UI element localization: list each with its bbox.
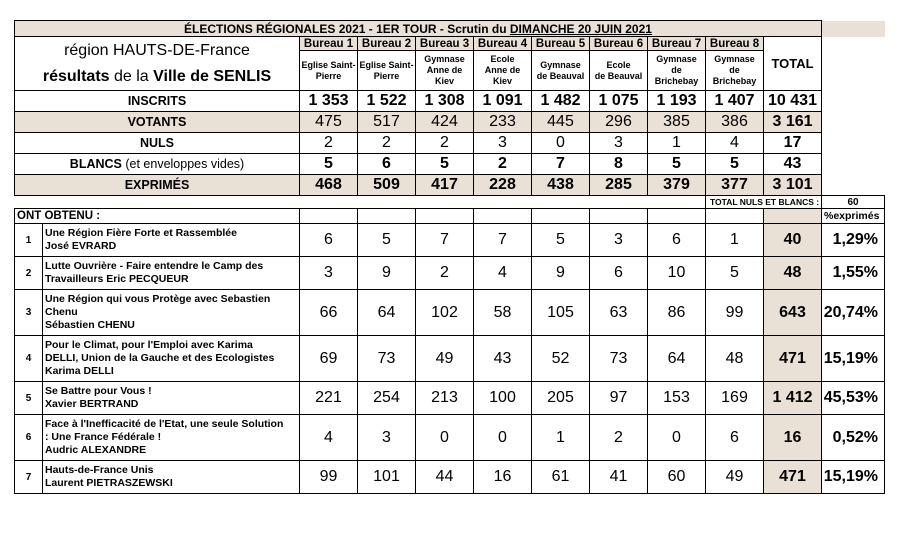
candidate-name: Une Région Fière Forte et Rassemblée José EVRARD	[43, 224, 300, 257]
nuls-value: 3	[590, 133, 648, 154]
inscrits-total: 10 431	[764, 91, 822, 112]
candidate-votes: 205	[532, 382, 590, 415]
candidate-index: 1	[15, 224, 43, 257]
candidate-votes: 73	[590, 336, 648, 382]
candidate-pct: 15,19%	[822, 461, 885, 494]
candidate-votes: 61	[532, 461, 590, 494]
blancs-value: 5	[648, 154, 706, 175]
candidate-votes: 2	[590, 415, 648, 461]
candidate-votes: 64	[358, 290, 416, 336]
votants-value: 517	[358, 112, 416, 133]
pct-header: %exprimés	[822, 209, 885, 224]
candidate-votes: 16	[474, 461, 532, 494]
bureau-6-header: Bureau 6	[590, 37, 648, 51]
results-table	[14, 20, 885, 494]
votants-total: 3 161	[764, 112, 822, 133]
exprimes-value: 468	[300, 175, 358, 196]
candidate-votes: 58	[474, 290, 532, 336]
exprimes-value: 509	[358, 175, 416, 196]
bureau-5-header: Bureau 5	[532, 37, 590, 51]
exprimes-total: 3 101	[764, 175, 822, 196]
blancs-label: BLANCS (et enveloppes vides)	[15, 154, 300, 175]
candidate-votes: 99	[300, 461, 358, 494]
nuls-label: NULS	[15, 133, 300, 154]
candidate-pct: 20,74%	[822, 290, 885, 336]
candidate-name: Se Battre pour Vous ! Xavier BERTRAND	[43, 382, 300, 415]
candidate-votes: 49	[706, 461, 764, 494]
nuls-value: 4	[706, 133, 764, 154]
candidate-total: 1 412	[764, 382, 822, 415]
candidate-name: Hauts-de-France Unis Laurent PIETRASZEWSKI	[43, 461, 300, 494]
candidate-total: 16	[764, 415, 822, 461]
title-date: DIMANCHE 20 JUIN 2021	[509, 21, 652, 36]
nuls-value: 1	[648, 133, 706, 154]
candidate-votes: 213	[416, 382, 474, 415]
nuls-blancs-value: 60	[822, 196, 885, 209]
bureau-names-row	[15, 37, 885, 51]
candidate-votes: 153	[648, 382, 706, 415]
votants-value: 475	[300, 112, 358, 133]
candidate-name: Une Région qui vous Protège avec Sebastien Chenu Sébastien CHENU	[43, 290, 300, 336]
exprimes-row	[15, 175, 885, 196]
candidate-votes: 5	[706, 257, 764, 290]
bureau-5-location: Gymnase de Beauval	[532, 51, 590, 91]
candidate-name: Pour le Climat, pour l'Emploi avec Karima DELLI, Union de la Gauche et des Ecologistes Karima DELLI	[43, 336, 300, 382]
candidate-votes: 97	[590, 382, 648, 415]
candidate-votes: 73	[358, 336, 416, 382]
candidate-votes: 0	[648, 415, 706, 461]
blancs-value: 8	[590, 154, 648, 175]
bureau-3-location: Gymnase Anne de Kiev	[416, 51, 474, 91]
nuls-value: 2	[416, 133, 474, 154]
exprimes-label: EXPRIMÉS	[15, 175, 300, 196]
candidate-total: 471	[764, 461, 822, 494]
candidate-votes: 1	[706, 224, 764, 257]
votants-value: 385	[648, 112, 706, 133]
exprimes-value: 377	[706, 175, 764, 196]
candidate-votes: 3	[358, 415, 416, 461]
candidate-votes: 44	[416, 461, 474, 494]
candidate-name: Face à l'Inefficacité de l'Etat, une seule Solution : Une France Fédérale ! Audric ALEXANDRE	[43, 415, 300, 461]
candidate-votes: 86	[648, 290, 706, 336]
candidate-row	[15, 257, 885, 290]
bureau-3-header: Bureau 3	[416, 37, 474, 51]
candidate-votes: 101	[358, 461, 416, 494]
candidate-total: 48	[764, 257, 822, 290]
candidate-votes: 4	[300, 415, 358, 461]
inscrits-label: INSCRITS	[15, 91, 300, 112]
candidate-votes: 169	[706, 382, 764, 415]
candidate-pct: 1,55%	[822, 257, 885, 290]
blancs-value: 5	[416, 154, 474, 175]
candidate-votes: 9	[532, 257, 590, 290]
candidate-total: 40	[764, 224, 822, 257]
inscrits-value: 1 522	[358, 91, 416, 112]
bureau-8-location: Gymnase de Brichebay	[706, 51, 764, 91]
candidate-total: 643	[764, 290, 822, 336]
candidate-row	[15, 461, 885, 494]
nuls-blancs-label: TOTAL NULS ET BLANCS :	[706, 196, 822, 209]
candidate-index: 3	[15, 290, 43, 336]
candidate-votes: 6	[300, 224, 358, 257]
blancs-total: 43	[764, 154, 822, 175]
nuls-row	[15, 133, 885, 154]
candidate-row	[15, 336, 885, 382]
inscrits-value: 1 407	[706, 91, 764, 112]
blancs-value: 6	[358, 154, 416, 175]
inscrits-row	[15, 91, 885, 112]
bureau-4-location: Ecole Anne de Kiev	[474, 51, 532, 91]
votants-value: 424	[416, 112, 474, 133]
candidate-row	[15, 415, 885, 461]
candidate-row	[15, 224, 885, 257]
nuls-value: 0	[532, 133, 590, 154]
results-word: résultats	[42, 67, 110, 85]
exprimes-value: 285	[590, 175, 648, 196]
blancs-row	[15, 154, 885, 175]
candidate-row	[15, 382, 885, 415]
candidate-votes: 1	[532, 415, 590, 461]
results-mid: de la	[109, 67, 154, 85]
candidate-row	[15, 290, 885, 336]
inscrits-value: 1 353	[300, 91, 358, 112]
nuls-blancs-row	[15, 196, 885, 209]
candidate-votes: 3	[300, 257, 358, 290]
candidate-index: 6	[15, 415, 43, 461]
blancs-value: 5	[706, 154, 764, 175]
blancs-value: 2	[474, 154, 532, 175]
candidate-votes: 52	[532, 336, 590, 382]
city-name: Ville de SENLIS	[153, 67, 272, 85]
candidate-votes: 10	[648, 257, 706, 290]
region-name: région HAUTS-DE-France	[64, 41, 250, 59]
bureau-1-header: Bureau 1	[300, 37, 358, 51]
candidate-votes: 254	[358, 382, 416, 415]
bureau-7-header: Bureau 7	[648, 37, 706, 51]
bureau-8-header: Bureau 8	[706, 37, 764, 51]
blancs-value: 5	[300, 154, 358, 175]
votants-value: 233	[474, 112, 532, 133]
candidate-votes: 9	[358, 257, 416, 290]
candidate-votes: 63	[590, 290, 648, 336]
candidate-votes: 64	[648, 336, 706, 382]
votants-value: 445	[532, 112, 590, 133]
title-row	[15, 21, 885, 37]
votants-label: VOTANTS	[15, 112, 300, 133]
exprimes-value: 228	[474, 175, 532, 196]
candidate-index: 2	[15, 257, 43, 290]
votants-row	[15, 112, 885, 133]
candidate-votes: 7	[416, 224, 474, 257]
candidate-votes: 5	[532, 224, 590, 257]
candidate-pct: 1,29%	[822, 224, 885, 257]
candidate-votes: 4	[474, 257, 532, 290]
candidate-votes: 0	[474, 415, 532, 461]
nuls-value: 2	[358, 133, 416, 154]
title-prefix: ÉLECTIONS RÉGIONALES 2021 - 1ER TOUR - Scrutin du	[184, 21, 510, 36]
candidate-votes: 69	[300, 336, 358, 382]
candidate-votes: 41	[590, 461, 648, 494]
candidate-votes: 60	[648, 461, 706, 494]
candidate-votes: 6	[706, 415, 764, 461]
candidate-votes: 49	[416, 336, 474, 382]
candidate-votes: 48	[706, 336, 764, 382]
page-title	[15, 21, 822, 37]
candidate-votes: 43	[474, 336, 532, 382]
candidate-pct: 0,52%	[822, 415, 885, 461]
inscrits-value: 1 193	[648, 91, 706, 112]
candidate-votes: 2	[416, 257, 474, 290]
exprimes-value: 379	[648, 175, 706, 196]
candidate-pct: 45,53%	[822, 382, 885, 415]
blancs-value: 7	[532, 154, 590, 175]
inscrits-value: 1 308	[416, 91, 474, 112]
candidate-votes: 5	[358, 224, 416, 257]
total-header: TOTAL	[764, 37, 822, 91]
candidate-name: Lutte Ouvrière - Faire entendre le Camp des Travailleurs Eric PECQUEUR	[43, 257, 300, 290]
candidate-votes: 7	[474, 224, 532, 257]
bureau-1-location: Eglise Saint- Pierre	[300, 51, 358, 91]
votants-value: 296	[590, 112, 648, 133]
nuls-total: 17	[764, 133, 822, 154]
bureau-6-location: Ecole de Beauval	[590, 51, 648, 91]
bureau-4-header: Bureau 4	[474, 37, 532, 51]
candidate-votes: 0	[416, 415, 474, 461]
candidate-votes: 221	[300, 382, 358, 415]
inscrits-value: 1 482	[532, 91, 590, 112]
obtained-label: ONT OBTENU :	[15, 209, 300, 224]
exprimes-value: 438	[532, 175, 590, 196]
candidate-votes: 102	[416, 290, 474, 336]
nuls-value: 3	[474, 133, 532, 154]
candidate-index: 5	[15, 382, 43, 415]
inscrits-value: 1 075	[590, 91, 648, 112]
inscrits-value: 1 091	[474, 91, 532, 112]
candidate-pct: 15,19%	[822, 336, 885, 382]
bureau-7-location: Gymnase de Brichebay	[648, 51, 706, 91]
nuls-value: 2	[300, 133, 358, 154]
candidate-votes: 105	[532, 290, 590, 336]
exprimes-value: 417	[416, 175, 474, 196]
candidate-votes: 6	[648, 224, 706, 257]
candidate-votes: 3	[590, 224, 648, 257]
bureau-2-location: Eglise Saint- Pierre	[358, 51, 416, 91]
candidate-votes: 100	[474, 382, 532, 415]
candidate-index: 7	[15, 461, 43, 494]
candidate-votes: 99	[706, 290, 764, 336]
candidate-total: 471	[764, 336, 822, 382]
city-header	[15, 37, 300, 91]
bureau-2-header: Bureau 2	[358, 37, 416, 51]
obtained-row	[15, 209, 885, 224]
candidate-index: 4	[15, 336, 43, 382]
candidate-votes: 66	[300, 290, 358, 336]
votants-value: 386	[706, 112, 764, 133]
candidate-votes: 6	[590, 257, 648, 290]
